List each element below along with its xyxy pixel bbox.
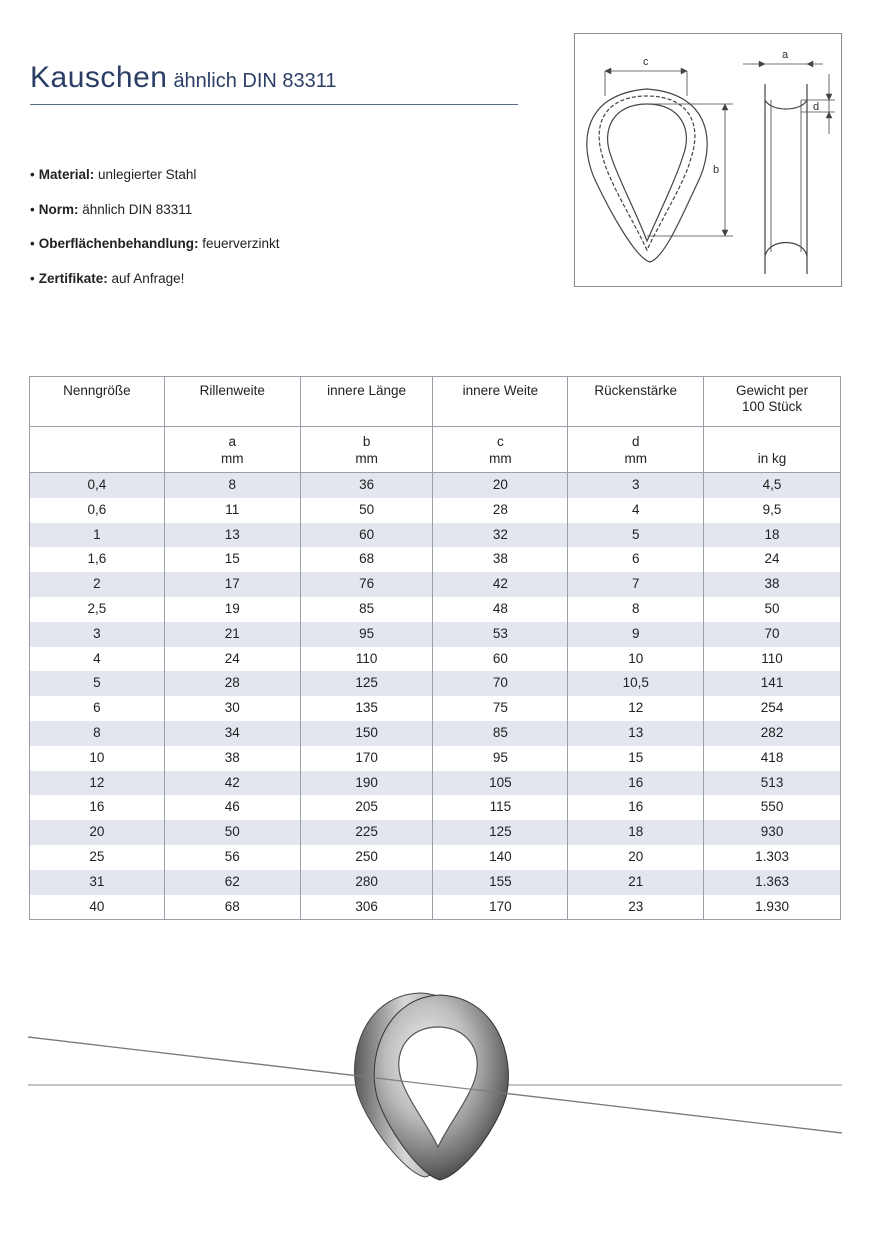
table-cell: 85 (433, 721, 568, 746)
table-cell: 282 (704, 721, 841, 746)
table-cell: 68 (300, 547, 433, 572)
property-item (30, 199, 280, 234)
table-cell: 60 (300, 523, 433, 548)
table-cell: 11 (164, 498, 300, 523)
table-cell: 16 (568, 795, 704, 820)
table-cell: 6 (568, 547, 704, 572)
table-cell: 28 (164, 671, 300, 696)
table-cell: 70 (433, 671, 568, 696)
table-row (30, 547, 841, 572)
table-row (30, 895, 841, 920)
table-cell: 155 (433, 870, 568, 895)
table-cell: 125 (433, 820, 568, 845)
table-cell: 95 (300, 622, 433, 647)
table-row (30, 473, 841, 498)
table-cell: 10 (568, 647, 704, 672)
table-cell: 0,4 (30, 473, 165, 498)
thimble-photo-illustration (0, 985, 872, 1185)
table-header-row (30, 377, 841, 427)
table-cell: 50 (704, 597, 841, 622)
bullet-icon: • (30, 201, 35, 217)
weight-header-line2: 100 Stück (742, 399, 803, 414)
table-cell: 190 (300, 771, 433, 796)
table-row (30, 746, 841, 771)
page-title-main: Kauschen (30, 61, 168, 94)
unit-cell (300, 427, 433, 473)
property-item (30, 164, 280, 199)
property-value: ähnlich DIN 83311 (82, 201, 193, 217)
table-cell: 42 (433, 572, 568, 597)
table-cell: 21 (568, 870, 704, 895)
table-unit-row (30, 427, 841, 473)
table-row (30, 622, 841, 647)
table-cell: 50 (164, 820, 300, 845)
property-key: Norm: (38, 201, 79, 217)
table-cell: 50 (300, 498, 433, 523)
unit-label: mm (221, 450, 244, 466)
table-cell: 19 (164, 597, 300, 622)
table-cell: 53 (433, 622, 568, 647)
table-row (30, 696, 841, 721)
table-cell: 135 (300, 696, 433, 721)
thimble-inner-outline (608, 104, 687, 241)
table-cell: 1.930 (704, 895, 841, 920)
table-cell: 110 (704, 647, 841, 672)
column-header: innere Länge (300, 377, 433, 427)
table-cell: 306 (300, 895, 433, 920)
table-cell: 9,5 (704, 498, 841, 523)
table-cell: 2 (30, 572, 165, 597)
property-key: Oberflächenbehandlung: (38, 236, 199, 251)
table-cell: 280 (300, 870, 433, 895)
table-cell: 2,5 (30, 597, 165, 622)
table-body (30, 473, 841, 920)
table-cell: 42 (164, 771, 300, 796)
table-cell: 56 (164, 845, 300, 870)
property-value: unlegierter Stahl (98, 167, 197, 182)
table-cell: 38 (704, 572, 841, 597)
table-cell: 16 (30, 795, 165, 820)
table-cell: 40 (30, 895, 165, 920)
column-header: Rillenweite (164, 377, 300, 427)
table-cell: 513 (704, 771, 841, 796)
table-cell: 28 (433, 498, 568, 523)
table-cell: 38 (433, 547, 568, 572)
table-cell: 32 (433, 523, 568, 548)
dimension-label-b: b (713, 164, 720, 176)
table-cell: 17 (164, 572, 300, 597)
table-cell: 6 (30, 696, 165, 721)
column-header: Rückenstärke (568, 377, 704, 427)
table-cell: 3 (30, 622, 165, 647)
table-cell: 125 (300, 671, 433, 696)
unit-cell (30, 427, 165, 473)
table-cell: 15 (164, 547, 300, 572)
column-header-weight (704, 377, 841, 427)
weight-header-line1: Gewicht per (736, 383, 809, 398)
unit-cell (164, 427, 300, 473)
unit-symbol: a (228, 433, 237, 449)
table-cell: 20 (568, 845, 704, 870)
property-key: Zertifikate: (38, 270, 108, 286)
bullet-icon: • (30, 236, 35, 251)
table-cell: 36 (300, 473, 433, 498)
table-cell: 7 (568, 572, 704, 597)
page-title-sub: ähnlich DIN 83311 (173, 70, 337, 92)
table-cell: 550 (704, 795, 841, 820)
bullet-icon: • (30, 167, 35, 182)
table-row (30, 795, 841, 820)
table-cell: 5 (30, 671, 165, 696)
title-divider (30, 104, 518, 105)
table-cell: 25 (30, 845, 165, 870)
table-cell: 48 (433, 597, 568, 622)
table-cell: 20 (433, 473, 568, 498)
table-cell: 150 (300, 721, 433, 746)
property-value: auf Anfrage! (111, 270, 185, 286)
dimension-label-d: d (813, 101, 820, 113)
property-list (30, 164, 280, 302)
table-cell: 68 (164, 895, 300, 920)
table-cell: 10,5 (568, 671, 704, 696)
table-cell: 21 (164, 622, 300, 647)
property-item (30, 268, 280, 303)
table-cell: 4 (30, 647, 165, 672)
table-cell: 170 (300, 746, 433, 771)
table-cell: 4,5 (704, 473, 841, 498)
table-row (30, 671, 841, 696)
table-cell: 930 (704, 820, 841, 845)
dimension-label-a: a (782, 49, 789, 61)
table-cell: 115 (433, 795, 568, 820)
unit-cell (433, 427, 568, 473)
table-cell: 9 (568, 622, 704, 647)
table-cell: 8 (164, 473, 300, 498)
table-row (30, 647, 841, 672)
table-cell: 75 (433, 696, 568, 721)
table-cell: 250 (300, 845, 433, 870)
table-row (30, 721, 841, 746)
property-item (30, 233, 280, 268)
table-cell: 254 (704, 696, 841, 721)
table-cell: 141 (704, 671, 841, 696)
table-cell: 105 (433, 771, 568, 796)
table-cell: 18 (704, 523, 841, 548)
table-row (30, 523, 841, 548)
thimble-dimension-drawing (575, 34, 841, 286)
unit-label: mm (489, 450, 512, 466)
table-cell: 23 (568, 895, 704, 920)
spec-table (29, 376, 841, 920)
table-cell: 34 (164, 721, 300, 746)
table-cell: 1.303 (704, 845, 841, 870)
table-row (30, 597, 841, 622)
table-row (30, 498, 841, 523)
unit-cell (568, 427, 704, 473)
table-cell: 62 (164, 870, 300, 895)
table-cell: 418 (704, 746, 841, 771)
table-cell: 18 (568, 820, 704, 845)
table-cell: 16 (568, 771, 704, 796)
table-cell: 1 (30, 523, 165, 548)
dimension-label-c: c (643, 56, 649, 68)
table-cell: 1.363 (704, 870, 841, 895)
table-cell: 46 (164, 795, 300, 820)
table-cell: 20 (30, 820, 165, 845)
bullet-icon: • (30, 270, 35, 286)
page-title (30, 58, 337, 95)
table-cell: 8 (30, 721, 165, 746)
table-cell: 1,6 (30, 547, 165, 572)
table-cell: 24 (704, 547, 841, 572)
table-cell: 60 (433, 647, 568, 672)
table-cell: 95 (433, 746, 568, 771)
table-cell: 5 (568, 523, 704, 548)
unit-symbol: b (362, 433, 371, 449)
table-row (30, 771, 841, 796)
table-cell: 170 (433, 895, 568, 920)
property-value: feuerverzinkt (202, 236, 280, 251)
table-cell: 76 (300, 572, 433, 597)
table-row (30, 820, 841, 845)
property-key: Material: (38, 167, 95, 182)
table-row (30, 845, 841, 870)
table-cell: 85 (300, 597, 433, 622)
column-header: innere Weite (433, 377, 568, 427)
table-cell: 15 (568, 746, 704, 771)
table-cell: 70 (704, 622, 841, 647)
unit-label: in kg (757, 450, 787, 466)
table-cell: 13 (568, 721, 704, 746)
unit-cell (704, 427, 841, 473)
unit-label: mm (624, 450, 647, 466)
table-cell: 10 (30, 746, 165, 771)
table-cell: 38 (164, 746, 300, 771)
table-cell: 0,6 (30, 498, 165, 523)
unit-label: mm (355, 450, 378, 466)
table-row (30, 870, 841, 895)
table-cell: 140 (433, 845, 568, 870)
technical-drawing (574, 33, 842, 287)
table-cell: 12 (568, 696, 704, 721)
column-header: Nenngröße (30, 377, 165, 427)
table-cell: 4 (568, 498, 704, 523)
table-cell: 13 (164, 523, 300, 548)
table-row (30, 572, 841, 597)
table-cell: 31 (30, 870, 165, 895)
table-cell: 110 (300, 647, 433, 672)
table-cell: 225 (300, 820, 433, 845)
table-cell: 24 (164, 647, 300, 672)
table-cell: 3 (568, 473, 704, 498)
table-cell: 12 (30, 771, 165, 796)
table-cell: 8 (568, 597, 704, 622)
unit-symbol: d (631, 433, 640, 449)
table-cell: 205 (300, 795, 433, 820)
unit-symbol: c (497, 433, 504, 449)
table-cell: 30 (164, 696, 300, 721)
